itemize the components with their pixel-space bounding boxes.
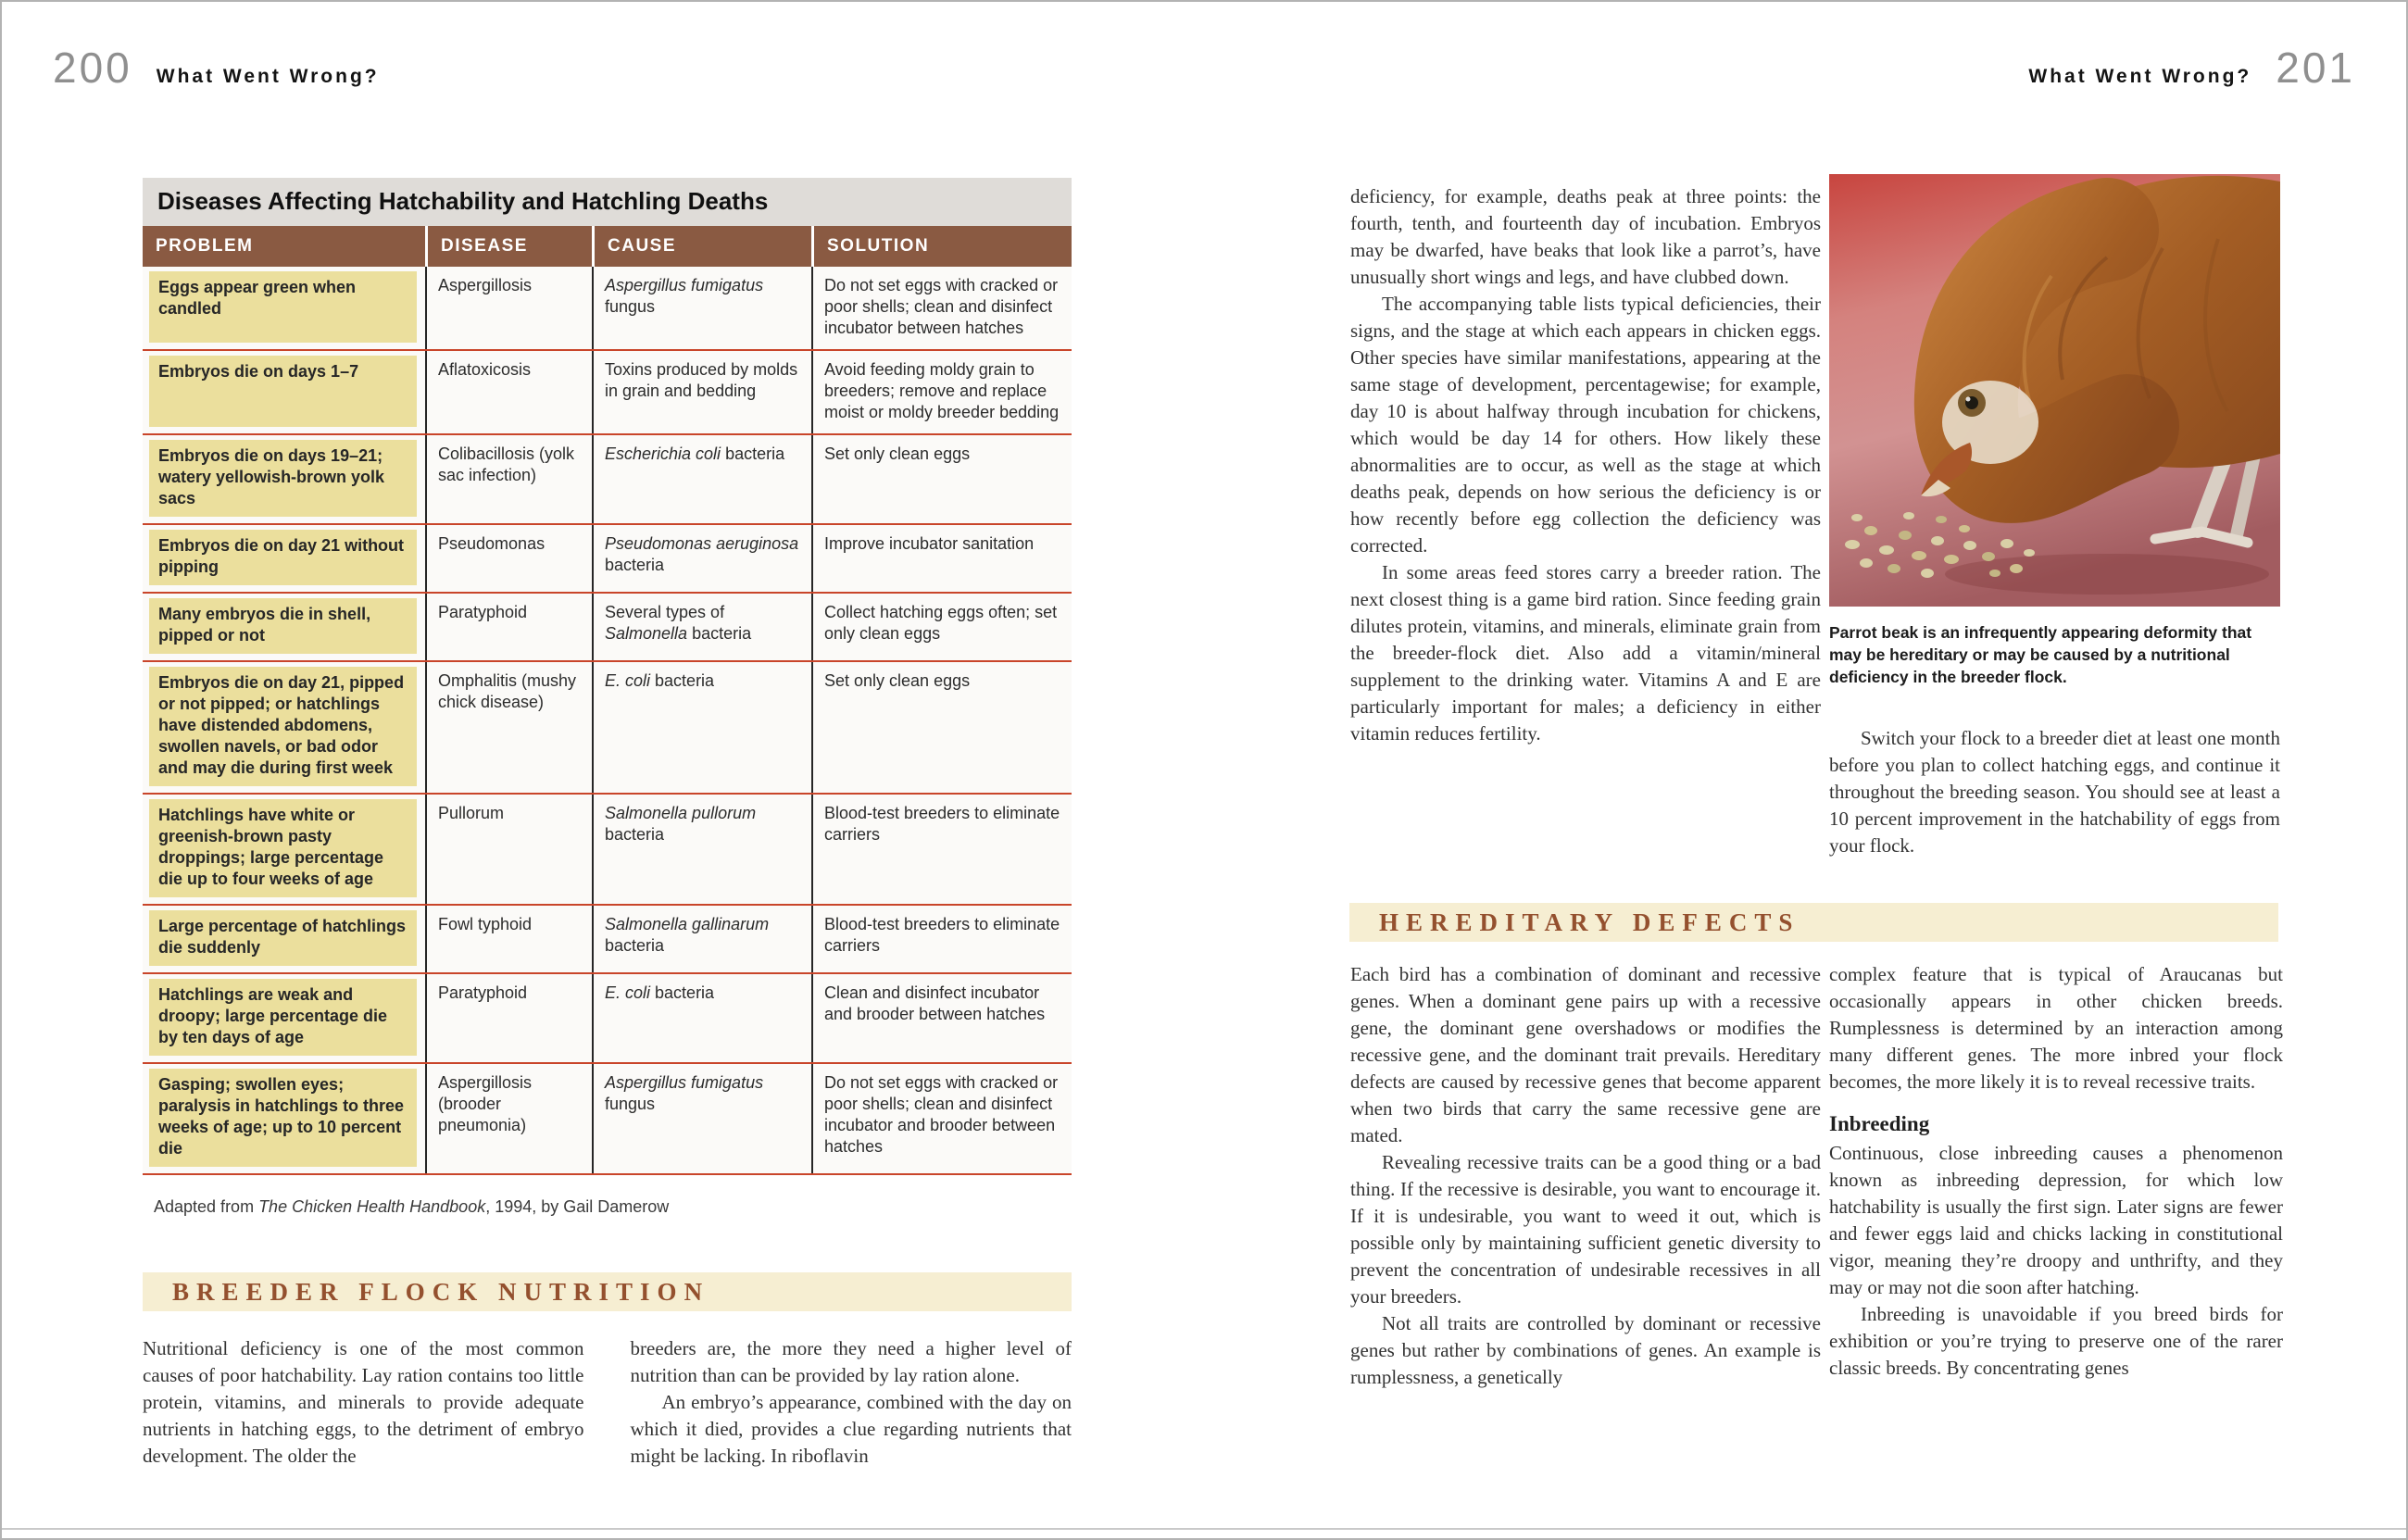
problem-text: Embryos die on day 21, pipped or not pipped; or hatchlings have distended abdomens, swollen navels, or bad odor and may die during first week [149, 667, 417, 786]
solution-cell: Set only clean eggs [811, 435, 1072, 523]
solution-cell: Blood-test breeders to eliminate carriers [811, 795, 1072, 904]
breeder-nutrition-column-1 [143, 1335, 584, 1470]
paragraph: breeders are, the more they need a higher level of nutrition than can be provided by lay ration alone. [630, 1337, 1072, 1386]
table-row [143, 974, 1072, 1064]
problem-cell [143, 974, 425, 1062]
paragraph: Switch your flock to a breeder diet at least one month before you plan to collect hatching eggs, and continue it throughout the breeding season. You should see at least a 10 percent improvement in the hatchability of eggs from your flock. [1829, 727, 2280, 857]
problem-text: Embryos die on day 21 without pipping [149, 530, 417, 585]
paragraph: Revealing recessive traits can be a good thing or a bad thing. If the recessive is desirable, you want to encourage it. If it is undesirable, you want to weed it out, which is possible only by maintaining sufficient genetic diversity to prevent the concentration of undesirable recessives in all your breeders. [1350, 1151, 1821, 1308]
problem-text: Many embryos die in shell, pipped or not [149, 598, 417, 654]
problem-cell [143, 267, 425, 349]
right-page-header [2028, 43, 2355, 93]
disease-cell: Fowl typhoid [425, 906, 592, 972]
italic-text: Salmonella gallinarum [605, 915, 770, 933]
italic-text: E. coli [605, 983, 651, 1002]
cause-cell [592, 594, 811, 660]
paragraph: Nutritional deficiency is one of the most common causes of poor hatchability. Lay ration contains too little protein, vitamins, and minerals to provide adequate nutrients in hatching eggs, to the detriment of embryo development. The older the [143, 1337, 584, 1467]
problem-cell [143, 525, 425, 592]
table-title: Diseases Affecting Hatchability and Hatchling Deaths [143, 178, 1072, 226]
table-row [143, 795, 1072, 906]
left-page-content [143, 178, 1072, 1470]
solution-cell: Improve incubator sanitation [811, 525, 1072, 592]
paragraph: In some areas feed stores carry a breeder ration. The next closest thing is a game bird ration. Since feeding grain dilutes protein, vitamins, and minerals, eliminate grain from the breeder-flock diet. Also add a vitamin/mineral supplement to the drinking water. Vitamins A and E are particularly important for males; a deficiency in either vitamin reduces fertility. [1350, 561, 1821, 745]
plain-text: bacteria [721, 444, 785, 463]
problem-cell [143, 351, 425, 433]
problem-text: Large percentage of hatchlings die suddenly [149, 910, 417, 966]
cause-cell [592, 525, 811, 592]
solution-cell: Do not set eggs with cracked or poor shells; clean and disinfect incubator between hatches [811, 267, 1072, 349]
disease-cell: Aspergillosis (brooder pneumonia) [425, 1064, 592, 1173]
inbreeding-subheading: Inbreeding [1829, 1112, 1930, 1135]
cause-cell [592, 795, 811, 904]
disease-cell: Paratyphoid [425, 594, 592, 660]
table-row [143, 662, 1072, 795]
plain-text: fungus [605, 297, 656, 316]
disease-cell: Aflatoxicosis [425, 351, 592, 433]
problem-cell [143, 1064, 425, 1173]
solution-cell: Collect hatching eggs often; set only clean eggs [811, 594, 1072, 660]
problem-text: Gasping; swollen eyes; paralysis in hatchlings to three weeks of age; up to 10 percent die [149, 1069, 417, 1167]
italic-text: Pseudomonas aeruginosa [605, 534, 799, 553]
paragraph: Continuous, close inbreeding causes a phenomenon known as inbreeding depression, for which low hatchability is usually the first sign. Later signs are fewer and fewer eggs laid and chicks lacking in constitutional vigor, meaning they’re droopy and unthrifty, and they may or may not die soon after hatching. [1829, 1142, 2283, 1298]
problem-text: Eggs appear green when candled [149, 271, 417, 343]
solution-cell: Do not set eggs with cracked or poor shells; clean and disinfect incubator and brooder between hatches [811, 1064, 1072, 1173]
table-row [143, 594, 1072, 662]
breeder-flock-nutrition-band [143, 1272, 1072, 1311]
chicken-eye [1958, 389, 1986, 417]
paragraph: Not all traits are controlled by dominant or recessive genes but rather by combinations of genes. An example is rumplessness, a genetically [1350, 1312, 1821, 1388]
problem-cell [143, 662, 425, 793]
cause-cell [592, 662, 811, 793]
italic-text: Aspergillus fumigatus [605, 1073, 764, 1092]
table-row [143, 525, 1072, 594]
solution-cell: Avoid feeding moldy grain to breeders; remove and replace moist or moldy breeder bedding [811, 351, 1072, 433]
plain-text: , 1994, by Gail Damerow [485, 1197, 670, 1216]
left-page-number: 200 [53, 44, 132, 92]
cause-cell [592, 974, 811, 1062]
plain-text: bacteria [687, 624, 752, 643]
plain-text: bacteria [605, 936, 665, 955]
paragraph: The accompanying table lists typical deficiencies, their signs, and the stage at which each appears in chicken eggs. Other species have similar manifestations, appearing at the same stage of development, percentagewise; for example, day 10 is about halfway through incubation for chickens, which would be day 14 for others. How likely these abnormalities are to occur, as well as the stage at which deaths peak, depends on how serious the deficiency is or how recently before egg collection the deficiency was corrected. [1350, 293, 1821, 557]
table-column-header: DISEASE [425, 226, 592, 267]
cause-cell [592, 1064, 811, 1173]
disease-cell: Omphalitis (mushy chick disease) [425, 662, 592, 793]
problem-cell [143, 594, 425, 660]
plain-text: bacteria [605, 825, 665, 844]
solution-cell: Clean and disinfect incubator and brooder between hatches [811, 974, 1072, 1062]
right-page-column-1 [1350, 183, 1821, 747]
table-row [143, 351, 1072, 435]
hereditary-defects-column-2-intro [1829, 961, 2283, 1096]
table-row [143, 1064, 1072, 1175]
table-row [143, 435, 1072, 525]
breeder-nutrition-columns [143, 1335, 1072, 1470]
plain-text: bacteria [605, 556, 665, 574]
cause-cell [592, 435, 811, 523]
italic-text: Salmonella [605, 624, 688, 643]
plain-text: Toxins produced by molds in grain and bedding [605, 360, 798, 400]
left-page-header [53, 43, 380, 93]
disease-cell: Pullorum [425, 795, 592, 904]
right-page-photo-column [1829, 174, 2280, 859]
table-column-header: PROBLEM [156, 236, 254, 256]
problem-text: Hatchlings are weak and droopy; large percentage die by ten days of age [149, 979, 417, 1056]
plain-text: Adapted from [154, 1197, 259, 1216]
hereditary-defects-column-2 [1829, 961, 2283, 1382]
italic-text: Aspergillus fumigatus [605, 276, 764, 294]
italic-text: E. coli [605, 671, 651, 690]
photo-caption: Parrot beak is an infrequently appearing deformity that may be hereditary or may be caused by a nutritional deficiency in the breeder flock. [1829, 623, 2252, 686]
problem-text: Embryos die on days 1–7 [149, 356, 417, 427]
page-edge-line [2, 1528, 2406, 1530]
solution-cell: Set only clean eggs [811, 662, 1072, 793]
right-page-number: 201 [2276, 44, 2355, 92]
table-column-header: CAUSE [592, 226, 811, 267]
paragraph: An embryo’s appearance, combined with the day on which it died, provides a clue regarding nutrients that might be lacking. In riboflavin [630, 1391, 1072, 1467]
plain-text: bacteria [650, 983, 715, 1002]
table-row [143, 267, 1072, 351]
problem-cell [143, 795, 425, 904]
hereditary-defects-column-1 [1350, 961, 1821, 1391]
table-row [143, 906, 1072, 974]
hereditary-defects-heading: HEREDITARY DEFECTS [1379, 908, 1800, 936]
problem-text: Embryos die on days 19–21; watery yellowish-brown yolk sacs [149, 440, 417, 517]
plain-text: fungus [605, 1095, 656, 1113]
paragraph: deficiency, for example, deaths peak at three points: the fourth, tenth, and fourteenth day of incubation. Embryos may be dwarfed, have beaks that look like a parrot’s, have unusually short wings and legs, and have clubbed down. [1350, 185, 1821, 288]
chicken-photo-illustration [1829, 174, 2280, 607]
right-running-head: What Went Wrong? [2028, 66, 2252, 87]
italic-text: The Chicken Health Handbook [258, 1197, 486, 1216]
solution-cell: Blood-test breeders to eliminate carriers [811, 906, 1072, 972]
problem-cell [143, 906, 425, 972]
hereditary-defects-band [1349, 903, 2278, 942]
disease-table-body [143, 267, 1072, 1175]
cause-cell [592, 267, 811, 349]
disease-table [143, 178, 1072, 1175]
cause-cell [592, 351, 811, 433]
table-column-header: SOLUTION [811, 226, 1072, 267]
left-running-head: What Went Wrong? [156, 66, 380, 87]
paragraph: complex feature that is typical of Araucanas but occasionally appears in other chicken breeds. Rumplessness is determined by an interaction among many different genes. The more inbred your flock becomes, the more likely it is to reveal recessive traits. [1829, 963, 2283, 1093]
paragraph: Each bird has a combination of dominant and recessive genes. When a dominant gene pairs up with a recessive gene, the dominant gene overshadows or modifies the recessive gene, and the dominant trait prevails. Hereditary defects are caused by recessive genes that become apparent when two birds that carry the same recessive gene are mated. [1350, 963, 1821, 1146]
italic-text: Salmonella pullorum [605, 804, 757, 822]
cause-cell [592, 906, 811, 972]
breeder-nutrition-column-2 [631, 1335, 1072, 1470]
after-photo-paragraphs [1829, 725, 2280, 859]
breeder-flock-nutrition-heading: BREEDER FLOCK NUTRITION [172, 1277, 710, 1306]
disease-cell: Paratyphoid [425, 974, 592, 1062]
plain-text: Several types of [605, 603, 725, 621]
plain-text: bacteria [650, 671, 715, 690]
inbreeding-paragraphs [1829, 1140, 2283, 1382]
disease-cell: Colibacillosis (yolk sac infection) [425, 435, 592, 523]
parrot-beak-chicken-photo [1829, 174, 2280, 607]
disease-cell: Pseudomonas [425, 525, 592, 592]
disease-cell: Aspergillosis [425, 267, 592, 349]
problem-cell [143, 435, 425, 523]
table-header-row [143, 226, 1072, 267]
paragraph: Inbreeding is unavoidable if you breed birds for exhibition or you’re trying to preserve one of the rarer classic breeds. By concentrating genes [1829, 1303, 2283, 1379]
table-source-note [154, 1197, 1072, 1217]
italic-text: Escherichia coli [605, 444, 721, 463]
problem-text: Hatchlings have white or greenish-brown pasty droppings; large percentage die up to four weeks of age [149, 799, 417, 897]
